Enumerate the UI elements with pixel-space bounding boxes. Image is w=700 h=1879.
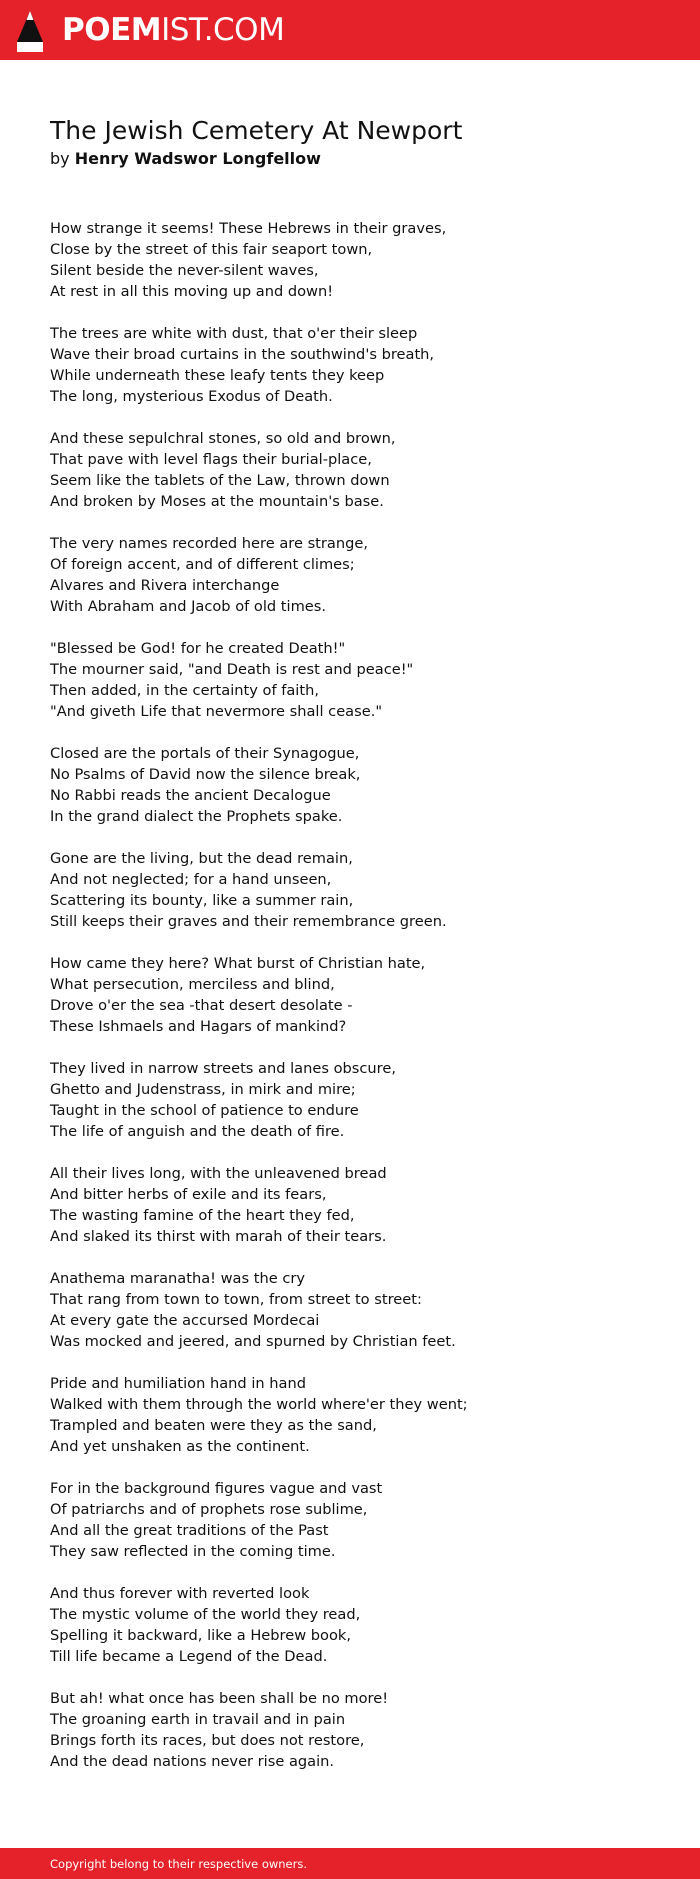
poem-line: That pave with level flags their burial-place, [50, 451, 372, 468]
poem-line: And these sepulchral stones, so old and brown, [50, 430, 396, 447]
poem-line: Pride and humiliation hand in hand [50, 1375, 306, 1392]
poem-line: And bitter herbs of exile and its fears, [50, 1186, 327, 1203]
poem-line: That rang from town to town, from street to street: [50, 1291, 422, 1308]
poem-line: Anathema maranatha! was the cry [50, 1270, 305, 1287]
poem-line: The mourner said, "and Death is rest and peace!" [50, 661, 414, 678]
poem-line: Seem like the tablets of the Law, thrown down [50, 472, 390, 489]
poem-line: Was mocked and jeered, and spurned by Christian feet. [50, 1333, 456, 1350]
poem-line: What persecution, merciless and blind, [50, 976, 335, 993]
poem-line: And not neglected; for a hand unseen, [50, 871, 332, 888]
by-label: by [50, 149, 70, 168]
poem-line: No Rabbi reads the ancient Decalogue [50, 787, 331, 804]
poem-line: And thus forever with reverted look [50, 1585, 310, 1602]
site-header [0, 0, 700, 60]
poem-line: For in the background figures vague and vast [50, 1480, 383, 1497]
poem-line: They saw reflected in the coming time. [50, 1543, 336, 1560]
poem-line: How strange it seems! These Hebrews in their graves, [50, 220, 447, 237]
stanza [50, 1373, 670, 1457]
poem-line: Close by the street of this fair seaport town, [50, 241, 373, 258]
stanza [50, 638, 670, 722]
poem-line: At rest in all this moving up and down! [50, 283, 334, 300]
poem-line: Closed are the portals of their Synagogue, [50, 745, 360, 762]
poem-line: Brings forth its races, but does not restore, [50, 1732, 365, 1749]
poem-line: The very names recorded here are strange, [50, 535, 368, 552]
site-logo[interactable] [62, 8, 284, 52]
poem-line: The mystic volume of the world they read, [50, 1606, 361, 1623]
stanza [50, 323, 670, 407]
poem-line: Taught in the school of patience to endure [50, 1102, 359, 1119]
poem-line: And broken by Moses at the mountain's base. [50, 493, 384, 510]
poem-line: And all the great traditions of the Past [50, 1522, 329, 1539]
poem-line: And yet unshaken as the continent. [50, 1438, 310, 1455]
poem-line: Of foreign accent, and of different climes; [50, 556, 355, 573]
poem-line: The life of anguish and the death of fire. [50, 1123, 345, 1140]
stanza [50, 743, 670, 827]
stanza [50, 218, 670, 302]
poem-line: Ghetto and Judenstrass, in mirk and mire; [50, 1081, 356, 1098]
author-name: Henry Wadswor Longfellow [74, 149, 321, 168]
stanza [50, 1058, 670, 1142]
stanza [50, 533, 670, 617]
poem-line: The wasting famine of the heart they fed, [50, 1207, 355, 1224]
poem-line: The long, mysterious Exodus of Death. [50, 388, 333, 405]
poem-line: How came they here? What burst of Christian hate, [50, 955, 426, 972]
byline [50, 148, 321, 170]
poem-line: Wave their broad curtains in the southwind's breath, [50, 346, 435, 363]
stanza [50, 1688, 670, 1772]
poem-line: At every gate the accursed Mordecai [50, 1312, 320, 1329]
poem-line: And slaked its thirst with marah of their tears. [50, 1228, 387, 1245]
poem-line: "Blessed be God! for he created Death!" [50, 640, 346, 657]
stanza [50, 1478, 670, 1562]
poem-line: All their lives long, with the unleavened bread [50, 1165, 387, 1182]
poem-line: But ah! what once has been shall be no more! [50, 1690, 389, 1707]
poem-line: Then added, in the certainty of faith, [50, 682, 319, 699]
poem-line: The trees are white with dust, that o'er their sleep [50, 325, 418, 342]
poem-line: Alvares and Rivera interchange [50, 577, 280, 594]
poem-line: And the dead nations never rise again. [50, 1753, 335, 1770]
pencil-icon [17, 11, 43, 52]
poem-line: In the grand dialect the Prophets spake. [50, 808, 343, 825]
poem-line: They lived in narrow streets and lanes obscure, [50, 1060, 396, 1077]
poem-line: With Abraham and Jacob of old times. [50, 598, 327, 615]
poem-line: Till life became a Legend of the Dead. [50, 1648, 328, 1665]
poem-line: Drove o'er the sea -that desert desolate - [50, 997, 353, 1014]
poem-line: Gone are the living, but the dead remain, [50, 850, 353, 867]
poem-line: No Psalms of David now the silence break, [50, 766, 361, 783]
poem-body [50, 218, 670, 1793]
logo-bold-text: POEM [62, 12, 162, 48]
poem-line: Walked with them through the world where'er they went; [50, 1396, 468, 1413]
poem-title: The Jewish Cemetery At Newport [50, 116, 463, 145]
poem-line: The groaning earth in travail and in pain [50, 1711, 346, 1728]
logo-light-text: IST.COM [161, 12, 285, 48]
stanza [50, 428, 670, 512]
copyright-text: Copyright belong to their respective owners. [50, 1857, 308, 1871]
poem-line: "And giveth Life that nevermore shall cease." [50, 703, 383, 720]
poem-line: While underneath these leafy tents they keep [50, 367, 385, 384]
stanza [50, 1583, 670, 1667]
poem-line: Silent beside the never-silent waves, [50, 262, 319, 279]
stanza [50, 953, 670, 1037]
poem-line: Scattering its bounty, like a summer rain, [50, 892, 354, 909]
poem-line: Trampled and beaten were they as the sand, [50, 1417, 377, 1434]
poem-line: Still keeps their graves and their remembrance green. [50, 913, 447, 930]
site-footer [0, 1848, 700, 1879]
poem-line: Of patriarchs and of prophets rose sublime, [50, 1501, 368, 1518]
stanza [50, 1163, 670, 1247]
stanza [50, 848, 670, 932]
stanza [50, 1268, 670, 1352]
poem-line: These Ishmaels and Hagars of mankind? [50, 1018, 347, 1035]
poem-line: Spelling it backward, like a Hebrew book, [50, 1627, 351, 1644]
